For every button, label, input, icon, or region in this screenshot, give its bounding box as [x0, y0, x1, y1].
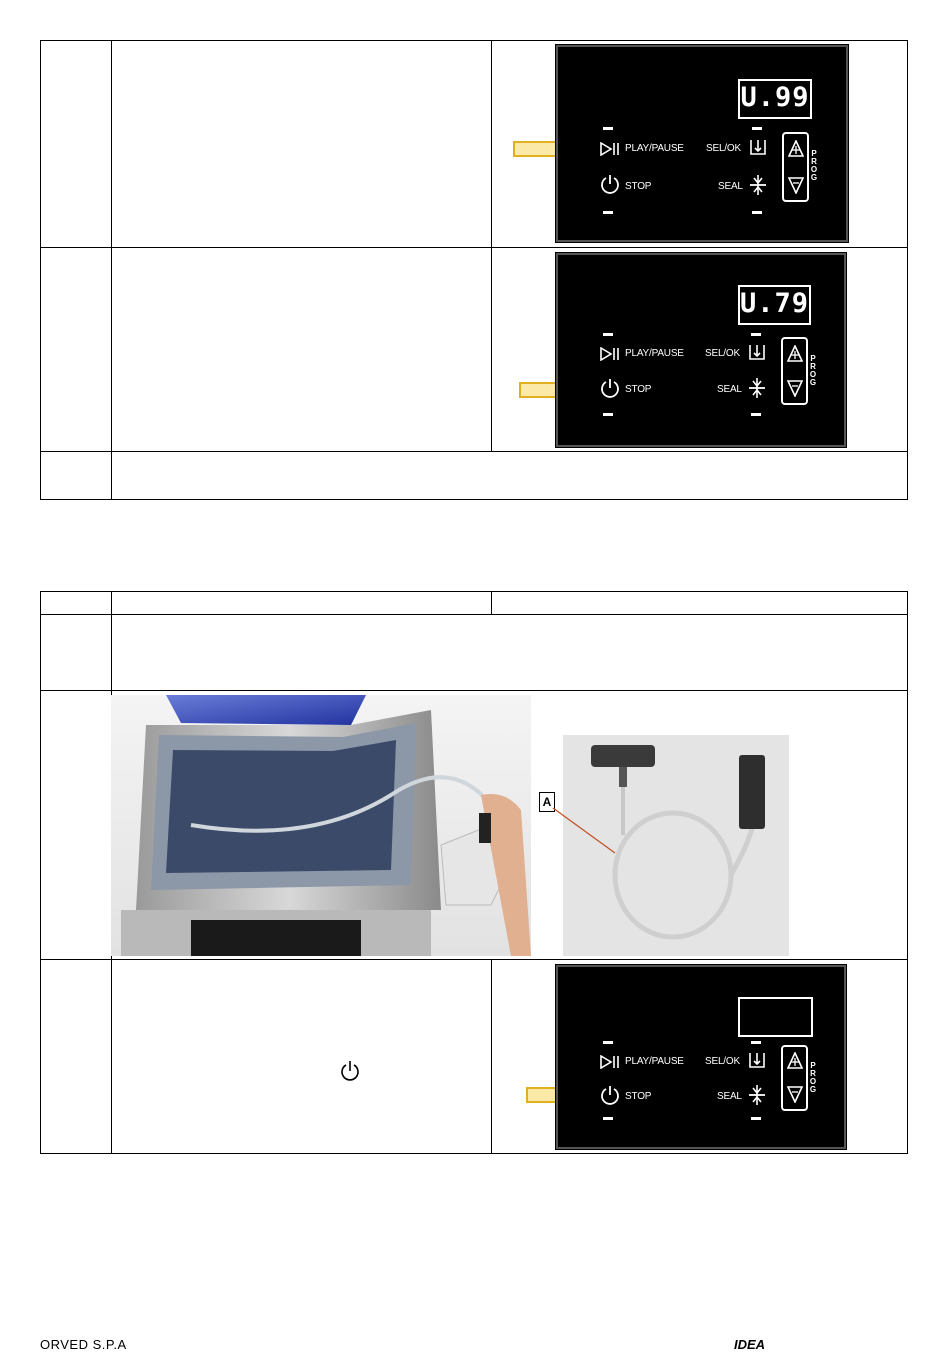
prog-buttons: [781, 1045, 808, 1111]
sel-ok-icon: [748, 1051, 766, 1073]
indicator-led: [751, 1041, 761, 1044]
table-row: [41, 691, 907, 960]
power-icon: [600, 174, 620, 194]
down-arrow-icon: [787, 1085, 803, 1103]
indicator-led: [751, 333, 761, 336]
table-row: [41, 615, 907, 691]
stop-label: STOP: [625, 181, 652, 192]
footer-product: IDEA: [734, 1337, 766, 1352]
prog-buttons: [782, 132, 809, 202]
step-image-cell: [492, 960, 907, 1153]
step-description-cell: [111, 41, 492, 247]
vacuum-machine-illustration: [111, 695, 531, 956]
seal-label: SEAL: [717, 1091, 742, 1102]
seal-label: SEAL: [718, 181, 743, 192]
down-arrow-icon: [788, 176, 804, 194]
indicator-led: [751, 1117, 761, 1120]
play-pause-label: PLAY/PAUSE: [625, 348, 684, 359]
step-number-cell: [41, 41, 112, 247]
prog-buttons: [781, 337, 808, 405]
play-pause-icon: [600, 142, 620, 156]
step-number-cell: [41, 691, 112, 959]
control-panel: [556, 965, 846, 1149]
down-arrow-icon: [787, 379, 803, 397]
callout-a: A: [539, 792, 555, 812]
step-number-cell: [41, 615, 112, 690]
indicator-led: [603, 1041, 613, 1044]
step-number-cell: [41, 248, 112, 451]
play-pause-icon: [600, 1055, 620, 1069]
seal-icon: [748, 1084, 766, 1106]
up-arrow-icon: [788, 140, 804, 158]
prog-label: PROG: [809, 354, 817, 387]
power-icon: [600, 378, 620, 398]
sel-ok-icon: [749, 138, 767, 160]
indicator-led: [603, 333, 613, 336]
up-arrow-icon: [787, 1052, 803, 1070]
table-row: [41, 452, 907, 499]
step-description-cell: [111, 248, 492, 451]
step-image-cell: [492, 248, 907, 451]
indicator-led: [751, 413, 761, 416]
step-number-cell: [41, 960, 112, 1153]
instructions-table-1: [40, 40, 908, 500]
instructions-table-2: [40, 591, 908, 1154]
footer-company: ORVED S.P.A: [40, 1337, 127, 1352]
table-row: [41, 248, 907, 452]
sel-ok-icon: [748, 343, 766, 365]
seal-label: SEAL: [717, 384, 742, 395]
display-readout: [738, 997, 813, 1037]
prog-label: PROG: [809, 1061, 817, 1094]
indicator-led: [752, 211, 762, 214]
up-arrow-icon: [787, 345, 803, 363]
callout-leader-line: [549, 806, 619, 856]
seal-icon: [748, 377, 766, 399]
prog-label: PROG: [810, 149, 818, 182]
indicator-led: [603, 127, 613, 130]
play-pause-icon: [600, 347, 620, 361]
seal-icon: [749, 174, 767, 196]
step-description-cell: [111, 960, 492, 1153]
display-readout: U.79: [738, 285, 811, 325]
control-panel: [556, 45, 848, 242]
sel-ok-label: SEL/OK: [705, 1056, 740, 1067]
display-readout: U.99: [738, 79, 812, 119]
indicator-led: [603, 211, 613, 214]
sel-ok-label: SEL/OK: [705, 348, 740, 359]
table-header-row: [41, 592, 907, 615]
step-number-cell: [41, 452, 112, 499]
table-row: [41, 960, 907, 1153]
step-image-cell: [492, 41, 907, 247]
sel-ok-label: SEL/OK: [706, 143, 741, 154]
indicator-led: [752, 127, 762, 130]
play-pause-label: PLAY/PAUSE: [625, 143, 684, 154]
control-panel: [556, 253, 846, 447]
power-icon: [600, 1085, 620, 1105]
stop-label: STOP: [625, 384, 652, 395]
table-row: [41, 41, 907, 248]
indicator-led: [603, 1117, 613, 1120]
play-pause-label: PLAY/PAUSE: [625, 1056, 684, 1067]
indicator-led: [603, 413, 613, 416]
header-cell: [41, 592, 112, 614]
header-cell: [111, 592, 492, 614]
stop-label: STOP: [625, 1091, 652, 1102]
power-icon: [340, 1060, 360, 1082]
